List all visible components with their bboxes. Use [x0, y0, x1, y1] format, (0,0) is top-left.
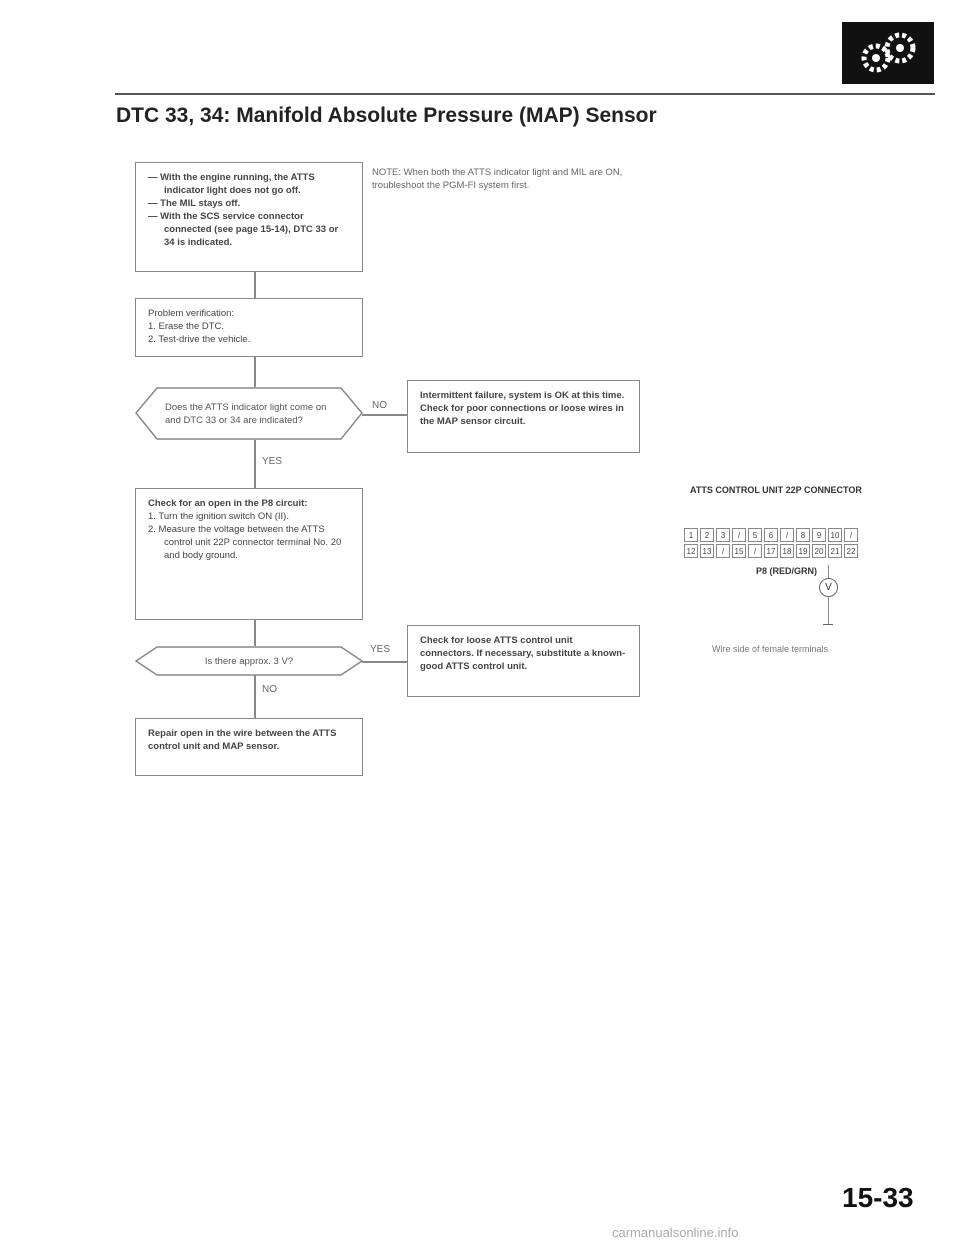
- symptom-box: [135, 162, 363, 272]
- decision-question: Does the ATTS indicator light come on and DTC 33 or 34 are indicated?: [165, 401, 327, 426]
- yes-label: YES: [262, 456, 283, 467]
- connector-caption: Wire side of female terminals: [712, 644, 829, 654]
- gears-icon: [842, 22, 934, 84]
- check-open-title: Check for an open in the P8 circuit:: [148, 498, 308, 509]
- connector-terminal: /: [716, 544, 730, 558]
- verification-title: Problem verification:: [148, 308, 235, 319]
- connector-terminal: /: [732, 528, 746, 542]
- connector-terminal: 20: [812, 544, 826, 558]
- step: 2. Test-drive the vehicle.: [148, 334, 251, 345]
- connector-terminal: /: [844, 528, 858, 542]
- no-label: NO: [372, 400, 387, 411]
- decision-voltage: [135, 646, 363, 676]
- connector-terminal: 3: [716, 528, 730, 542]
- connector-terminal: /: [748, 544, 762, 558]
- page-title: DTC 33, 34: Manifold Absolute Pressure (MAP) Sensor: [116, 104, 657, 127]
- connector-terminal: /: [780, 528, 794, 542]
- symptom: — With the engine running, the ATTS indicator light does not go off.: [148, 172, 315, 196]
- connector-terminal: 8: [796, 528, 810, 542]
- page-number: 15-33: [842, 1182, 914, 1213]
- connector-terminal: 10: [828, 528, 842, 542]
- symptom: — With the SCS service connector connected (see page 15-14), DTC 33 or 34 is indicated.: [148, 211, 339, 248]
- connector-terminal: 18: [780, 544, 794, 558]
- connector-terminal: 15: [732, 544, 746, 558]
- check-open-box: [135, 488, 363, 620]
- ground-icon: [823, 624, 833, 625]
- wire-label: P8 (RED/GRN): [756, 566, 818, 576]
- no-label: NO: [262, 684, 277, 695]
- connector-terminal: 9: [812, 528, 826, 542]
- connector-title: ATTS CONTROL UNIT 22P CONNECTOR: [690, 485, 862, 495]
- connector-terminal: 12: [684, 544, 698, 558]
- watermark: carmanualsonline.info: [612, 1225, 739, 1240]
- step: 2. Measure the voltage between the ATTS control unit 22P connector terminal No. 20 and body ground.: [148, 524, 342, 561]
- connector-terminal: 22: [844, 544, 858, 558]
- connector-terminal: 6: [764, 528, 778, 542]
- connector-22p: [684, 520, 884, 566]
- connector-terminal: 13: [700, 544, 714, 558]
- verification-box: [135, 298, 363, 357]
- connector-terminal: 21: [828, 544, 842, 558]
- intermittent-box: Intermittent failure, system is OK at this time. Check for poor connections or loose wires in the MAP sensor circuit.: [407, 380, 640, 453]
- connector-terminal: 17: [764, 544, 778, 558]
- yes-label: YES: [370, 644, 391, 655]
- repair-box: Repair open in the wire between the ATTS control unit and MAP sensor.: [135, 718, 363, 776]
- header-rule: [115, 93, 935, 95]
- decision-attsi-light: [135, 387, 363, 440]
- note: NOTE: When both the ATTS indicator light and MIL are ON, troubleshoot the PGM-FI system first.: [372, 167, 623, 191]
- decision-question: Is there approx. 3 V?: [204, 655, 294, 667]
- connector-terminal: 5: [748, 528, 762, 542]
- check-loose-box: Check for loose ATTS control unit connectors. If necessary, substitute a known-good ATTS control unit.: [407, 625, 640, 697]
- symptom: — The MIL stays off.: [148, 198, 241, 209]
- voltmeter-icon: V: [819, 578, 838, 597]
- connector-terminal: 19: [796, 544, 810, 558]
- connector-terminal: 2: [700, 528, 714, 542]
- step: 1. Turn the ignition switch ON (II).: [148, 511, 289, 522]
- step: 1. Erase the DTC.: [148, 321, 225, 332]
- connector-terminal: 1: [684, 528, 698, 542]
